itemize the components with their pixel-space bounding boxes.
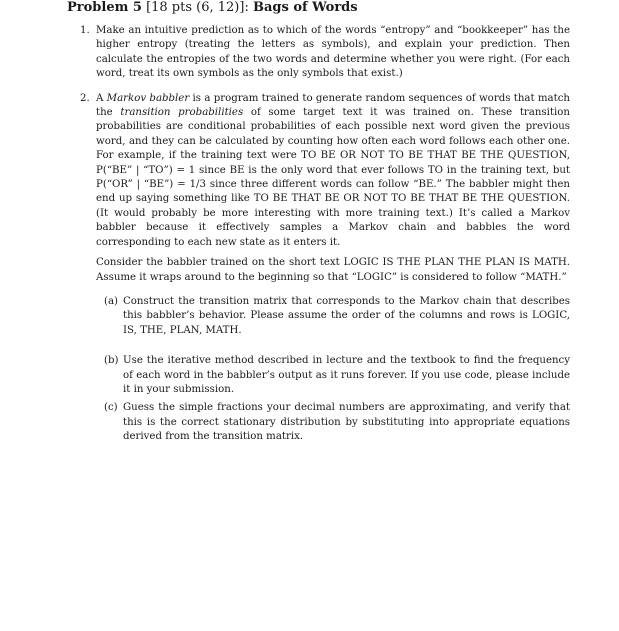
problem-topic: Bags of Words — [252, 0, 358, 15]
intro-part-b: is a program trained to generate random sequences of words that match the — [96, 92, 570, 119]
subpart-text: Use the iterative method described in lecture and the textbook to find the frequency of each word in the babbler’s output as it runs forever. If you use code, please include it in your submission. — [123, 355, 570, 395]
question-text: Make an intuitive prediction as to which of the words “entropy” and “bookkeeper” has the higher entropy (treating the letters as symbols), and explain your prediction. Then calculate the entropies of the two words and determine whether you were right. (For each word, treat its own symbols as the only symbols that exist.) — [96, 25, 570, 80]
subpart-c — [104, 401, 570, 444]
subpart-list — [96, 295, 570, 445]
question-1 — [80, 24, 570, 82]
subpart-label: (a) — [104, 295, 119, 307]
subpart-label: (b) — [104, 355, 119, 367]
question-number: 1. — [80, 25, 90, 36]
points-label: [18 pts (6, 12)]: — [146, 0, 249, 15]
question-2 — [80, 92, 570, 445]
subpart-a — [104, 295, 570, 338]
intro-part-a: A — [96, 92, 104, 104]
consider-paragraph: Consider the babbler trained on the short text LOGIC IS THE PLAN THE PLAN IS MATH. Assume it wraps around to the beginning so that “LOGIC” is considered to follow “MATH.” — [96, 257, 570, 283]
problem-list — [80, 24, 570, 445]
subpart-text: Construct the transition matrix that corresponds to the Markov chain that describes this babbler’s behavior. Please assume the order of the columns and rows is LOGIC, IS, THE, PLAN, MATH. — [123, 295, 570, 336]
subpart-text: Guess the simple fractions your decimal numbers are approximating, and verify that this is the correct stationary distribution by substituting into appropriate equations derived from the transition matrix. — [123, 402, 570, 443]
term-transition-probabilities: transition probabilities — [120, 107, 244, 119]
term-markov-babbler: Markov babbler — [106, 92, 190, 104]
problem-heading — [67, 1, 358, 15]
subpart-b — [104, 354, 570, 397]
subpart-label: (c) — [104, 402, 118, 414]
question-intro — [96, 92, 570, 250]
intro-part-c: of some target text it was trained on. These transition probabilities are conditional probabilities of each possible next word given the previous word, and they can be calculated by counting how often each word follows each other one. For example, if the training text were TO BE OR NOT TO BE THAT BE THE QUESTION, P(“BE” | “TO”) = 1 since BE is the only word that ever follows TO in the training text, but P(“OR” | “BE”) = 1/3 since three different words can follow “BE.” The babbler might then end up saying something like TO BE THAT BE OR NOT TO BE THAT BE THE QUESTION. (It would probably be more interesting with more training text.) It’s called a Markov babbler because it effectively samples a Markov chain and babbles the word corresponding to each new state as it enters it. — [96, 107, 570, 248]
problem-label: Problem 5 — [67, 0, 142, 15]
question-number: 2. — [80, 92, 90, 104]
